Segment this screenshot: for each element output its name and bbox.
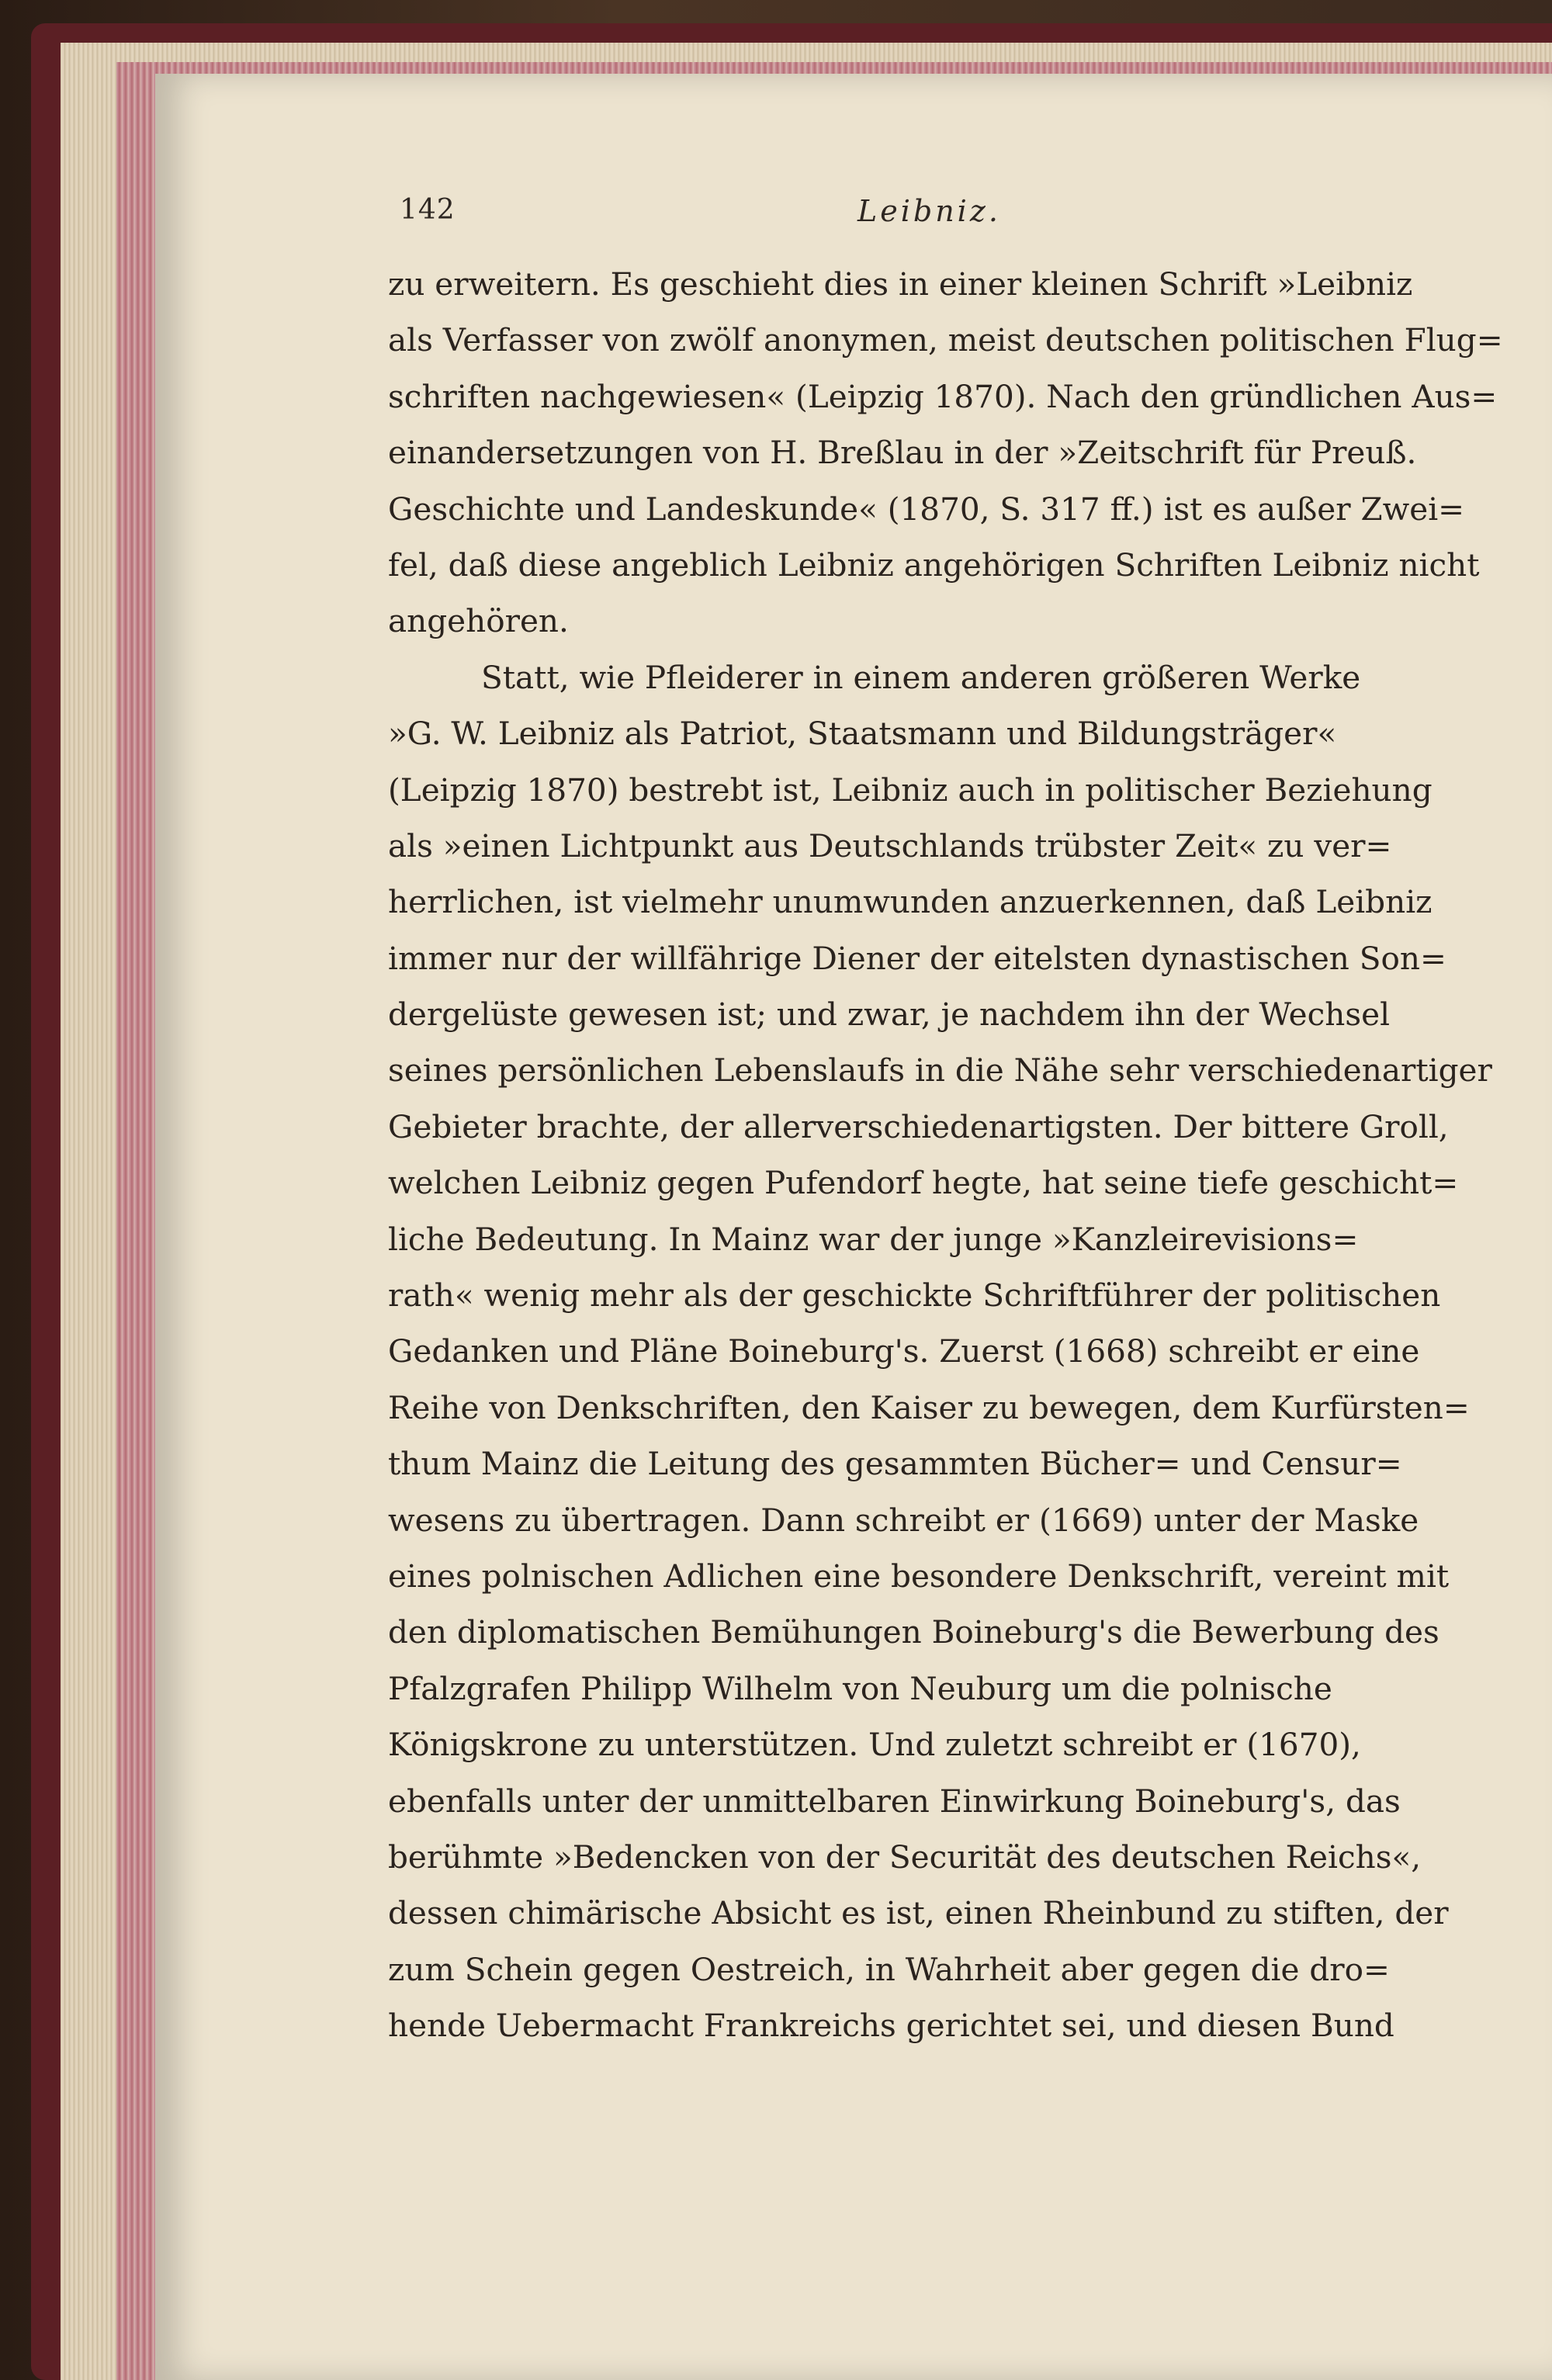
text-line: Königskrone zu unterstützen. Und zuletzt schreibt er (1670),: [388, 1726, 1361, 1764]
text-line: rath« wenig mehr als der geschickte Schriftführer der politischen: [388, 1277, 1441, 1315]
text-line: dessen chimärische Absicht es ist, einen Rheinbund zu stiften, der: [388, 1894, 1449, 1932]
text-line: den diplomatischen Bemühungen Boineburg's die Bewerbung des: [388, 1613, 1439, 1651]
paragraph-2: [388, 650, 1492, 2054]
text-line: wesens zu übertragen. Dann schreibt er (1669) unter der Maske: [388, 1501, 1419, 1539]
body-text: [388, 256, 1503, 2054]
text-line: ebenfalls unter der unmittelbaren Einwirkung Boineburg's, das: [388, 1782, 1401, 1820]
text-line: berühmte »Bedencken von der Securität des deutschen Reichs«,: [388, 1838, 1422, 1876]
page-header: [400, 194, 1408, 241]
text-line: schriften nachgewiesen« (Leipzig 1870). Nach den gründlichen Aus=: [388, 377, 1498, 415]
text-line: liche Bedeutung. In Mainz war der junge »Kanzleirevisions=: [388, 1220, 1359, 1258]
text-line: »G. W. Leibniz als Patriot, Staatsmann und Bildungsträger«: [388, 715, 1337, 753]
text-line: eines polnischen Adlichen eine besondere Denkschrift, vereint mit: [388, 1557, 1450, 1595]
text-line: fel, daß diese angeblich Leibniz angehörigen Schriften Leibniz nicht: [388, 546, 1480, 584]
text-line: zum Schein gegen Oestreich, in Wahrheit aber gegen die dro=: [388, 1950, 1390, 1988]
text-line: Pfalzgrafen Philipp Wilhelm von Neuburg um die polnische: [388, 1669, 1332, 1707]
text-line: als »einen Lichtpunkt aus Deutschlands trübster Zeit« zu ver=: [388, 826, 1392, 864]
text-line: herrlichen, ist vielmehr unumwunden anzuerkennen, daß Leibniz: [388, 883, 1432, 921]
text-line: als Verfasser von zwölf anonymen, meist deutschen politischen Flug=: [388, 321, 1503, 359]
text-line: (Leipzig 1870) bestrebt ist, Leibniz auch in politischer Beziehung: [388, 771, 1432, 809]
text-line: hende Uebermacht Frankreichs gerichtet sei, und diesen Bund: [388, 2007, 1394, 2045]
text-line: zu erweitern. Es geschieht dies in einer kleinen Schrift »Leibniz: [388, 265, 1413, 303]
text-line: Gedanken und Pläne Boineburg's. Zuerst (1668) schreibt er eine: [388, 1332, 1420, 1370]
text-line: Reihe von Denkschriften, den Kaiser zu bewegen, dem Kurfürsten=: [388, 1388, 1470, 1426]
page-number: 142: [400, 194, 456, 226]
text-line: seines persönlichen Lebenslaufs in die Nähe sehr verschiedenartiger: [388, 1051, 1492, 1090]
text-line: angehören.: [388, 602, 569, 640]
text-line: Geschichte und Landeskunde« (1870, S. 317 ff.) ist es außer Zwei=: [388, 490, 1465, 528]
text-line: immer nur der willfährige Diener der eitelsten dynastischen Son=: [388, 939, 1446, 977]
text-line: einandersetzungen von H. Breßlau in der »Zeitschrift für Preuß.: [388, 434, 1417, 472]
text-line: thum Mainz die Leitung des gesammten Bücher= und Censur=: [388, 1445, 1402, 1483]
text-line: welchen Leibniz gegen Pufendorf hegte, hat seine tiefe geschicht=: [388, 1164, 1459, 1202]
text-line: Statt, wie Pfleiderer in einem anderen größeren Werke: [481, 658, 1361, 696]
text-line: dergelüste gewesen ist; und zwar, je nachdem ihn der Wechsel: [388, 996, 1391, 1034]
text-line: Gebieter brachte, der allerverschiedenartigsten. Der bittere Groll,: [388, 1107, 1449, 1145]
paragraph-1: [388, 256, 1503, 650]
running-head: Leibniz.: [857, 194, 1001, 228]
